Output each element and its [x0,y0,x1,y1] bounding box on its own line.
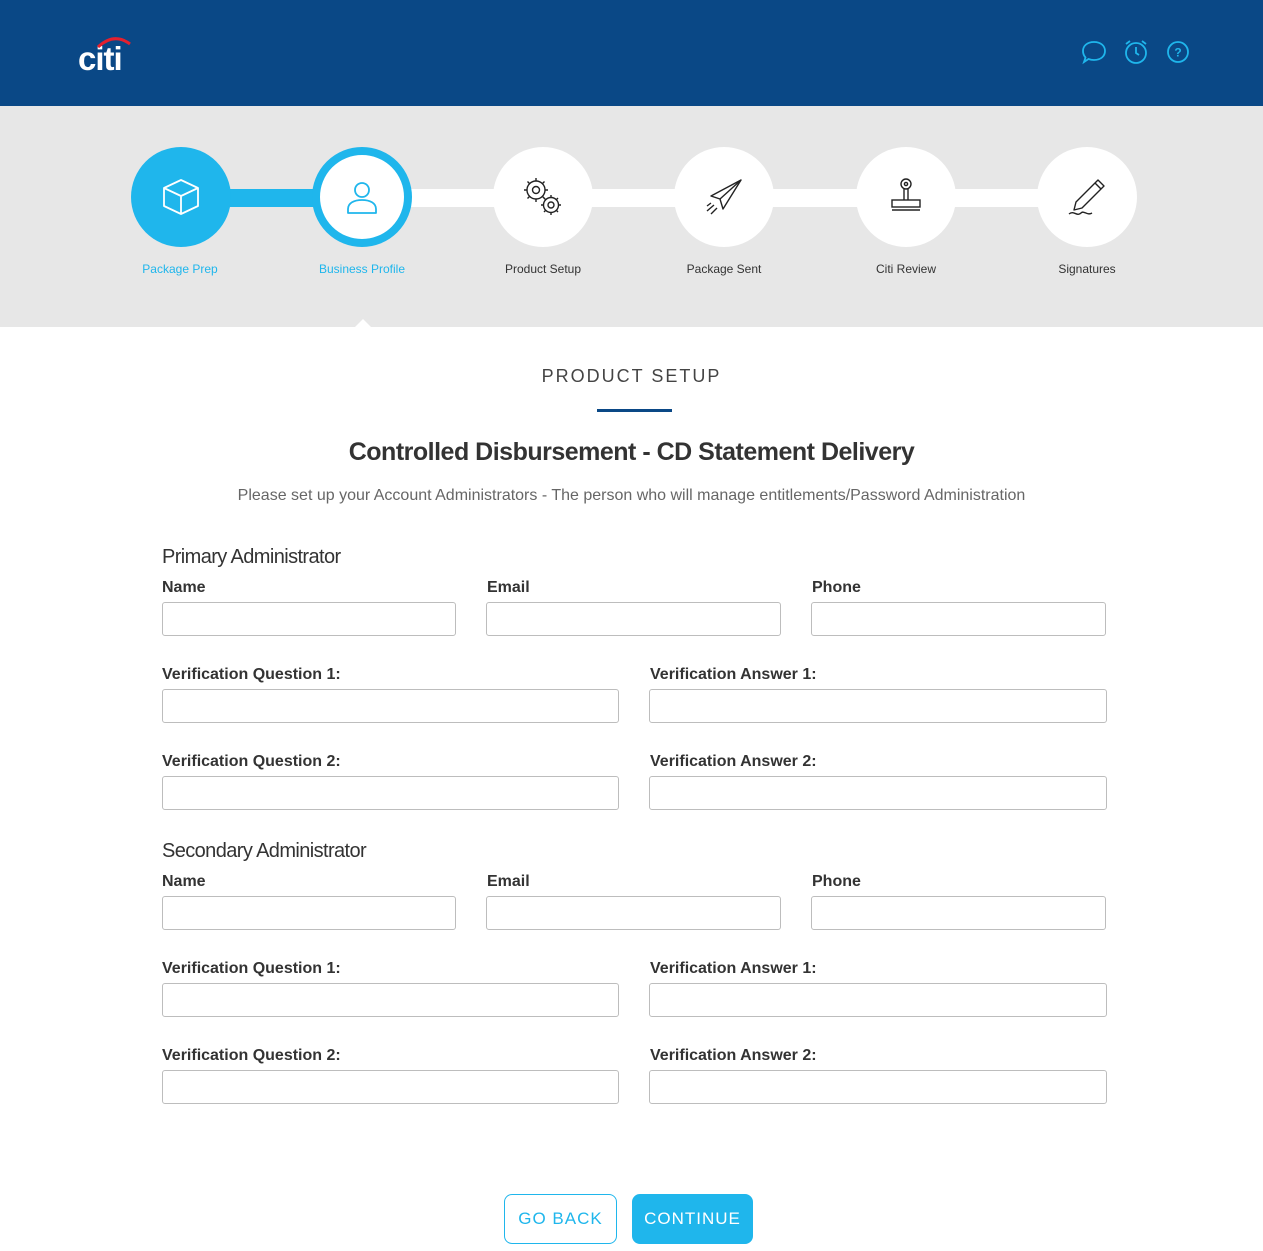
primary-admin-title: Primary Administrator [162,546,341,568]
primary-name-input[interactable] [162,602,456,636]
page-title: Controlled Disbursement - CD Statement Delivery [348,438,915,466]
secondary-question-2-input[interactable] [162,1070,619,1104]
primary-answer-1-input[interactable] [649,689,1107,723]
paper-plane-icon [702,175,746,219]
svg-text:?: ? [1174,45,1182,60]
step-business-profile[interactable] [312,147,412,247]
step-label-business-profile: Business Profile [318,262,406,276]
secondary-email-input[interactable] [486,896,781,930]
primary-email-label: Email [487,579,530,596]
step-label-product-setup: Product Setup [504,262,582,276]
secondary-name-label: Name [162,873,206,890]
logo-arc-icon [96,34,132,48]
secondary-email-label: Email [487,873,530,890]
primary-question-2-label: Verification Question 2: [162,753,341,770]
chat-icon[interactable] [1080,38,1108,66]
help-icon[interactable] [1164,38,1192,66]
step-package-prep[interactable] [131,147,231,247]
section-divider [597,409,672,412]
secondary-answer-2-label: Verification Answer 2: [650,1047,817,1064]
progress-stepper [0,106,1263,327]
secondary-answer-2-input[interactable] [649,1070,1107,1104]
secondary-question-2-label: Verification Question 2: [162,1047,341,1064]
primary-answer-2-input[interactable] [649,776,1107,810]
step-signatures[interactable] [1037,147,1137,247]
primary-question-1-input[interactable] [162,689,619,723]
step-label-signatures: Signatures [1058,262,1116,276]
pen-signature-icon [1065,175,1109,219]
primary-question-1-label: Verification Question 1: [162,666,341,683]
primary-question-2-input[interactable] [162,776,619,810]
primary-answer-2-label: Verification Answer 2: [650,753,817,770]
citi-logo[interactable] [78,34,138,77]
step-label-package-prep: Package Prep [142,262,218,276]
step-label-citi-review: Citi Review [875,262,936,276]
stamp-icon [884,175,928,219]
box-icon [159,175,203,219]
secondary-phone-label: Phone [812,873,861,890]
step-product-setup[interactable] [493,147,593,247]
step-label-package-sent: Package Sent [686,262,762,276]
primary-phone-input[interactable] [811,602,1106,636]
secondary-phone-input[interactable] [811,896,1106,930]
secondary-question-1-input[interactable] [162,983,619,1017]
secondary-admin-title: Secondary Administrator [162,840,367,862]
alarm-clock-icon[interactable] [1122,38,1150,66]
top-header [0,0,1263,106]
primary-phone-label: Phone [812,579,861,596]
primary-answer-1-label: Verification Answer 1: [650,666,817,683]
logo-wordmark: citi [78,40,122,77]
page-subtitle: Please set up your Account Administrators - The person who will manage entitlements/Password Administration [237,487,1026,504]
go-back-button[interactable]: GO BACK [504,1194,617,1244]
secondary-question-1-label: Verification Question 1: [162,960,341,977]
secondary-name-input[interactable] [162,896,456,930]
user-icon [342,177,382,217]
step-package-sent[interactable] [674,147,774,247]
section-title: PRODUCT SETUP [541,366,722,386]
primary-name-label: Name [162,579,206,596]
continue-button[interactable]: CONTINUE [632,1194,753,1244]
primary-email-input[interactable] [486,602,781,636]
current-step-pointer [354,319,372,328]
secondary-answer-1-input[interactable] [649,983,1107,1017]
secondary-answer-1-label: Verification Answer 1: [650,960,817,977]
gears-icon [520,174,566,220]
step-citi-review[interactable] [856,147,956,247]
